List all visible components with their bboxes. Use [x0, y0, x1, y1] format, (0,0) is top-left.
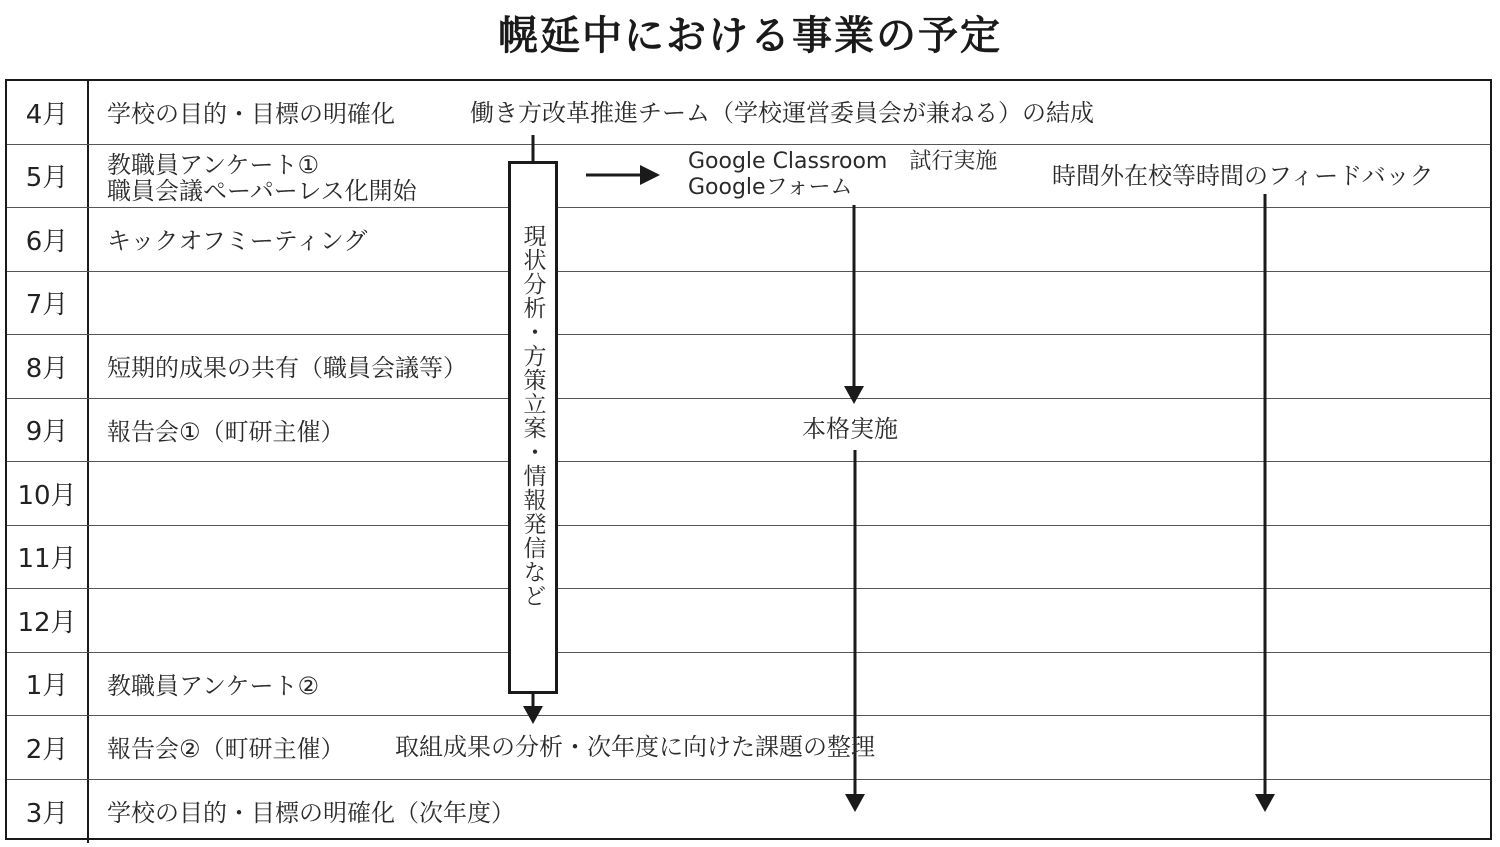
month-label: 6月 [7, 208, 89, 271]
table-row-september [7, 399, 1490, 463]
event-text: 教職員アンケート① [107, 150, 320, 179]
table-row-august [7, 335, 1490, 399]
process-box-text: 現状分析・方策立案・情報発信など [519, 224, 546, 608]
table-row-december [7, 589, 1490, 653]
full-implementation-text: 本格実施 [802, 415, 898, 443]
event-text: 学校の目的・目標の明確化 [107, 100, 395, 128]
page-title: 幌延中における事業の予定 [498, 13, 1002, 59]
month-label: 12月 [7, 589, 89, 652]
event-text: 報告会②（町研主催） [107, 735, 345, 763]
month-label: 2月 [7, 716, 89, 779]
google-classroom-trial: Google Classroom 試行実施 [688, 149, 998, 174]
event-text: 教職員アンケート② [107, 671, 320, 700]
event-text: 短期的成果の共有（職員会議等） [107, 354, 467, 382]
month-label: 1月 [7, 653, 89, 716]
feb-analysis-text: 取組成果の分析・次年度に向けた課題の整理 [395, 733, 875, 761]
month-label: 9月 [7, 399, 89, 462]
table-row-july [7, 272, 1490, 336]
table-row-june [7, 208, 1490, 272]
month-label: 10月 [7, 462, 89, 525]
month-label: 7月 [7, 272, 89, 335]
month-label: 11月 [7, 526, 89, 589]
table-row-november [7, 526, 1490, 590]
event-text: 学校の目的・目標の明確化（次年度） [107, 798, 515, 827]
google-forms: Googleフォーム [688, 175, 853, 200]
overtime-feedback-text: 時間外在校等時間のフィードバック [1052, 162, 1434, 190]
table-row-october [7, 462, 1490, 526]
month-label: 8月 [7, 335, 89, 398]
table-row-march [7, 780, 1490, 844]
event-text: キックオフミーティング [107, 227, 368, 255]
process-box [508, 161, 558, 694]
event-text: 職員会議ペーパーレス化開始 [107, 176, 417, 205]
month-label: 3月 [7, 780, 89, 844]
table-row-january [7, 653, 1490, 717]
month-label: 5月 [7, 145, 89, 208]
event-text: 報告会①（町研主催） [107, 417, 345, 446]
team-formation-text: 働き方改革推進チーム（学校運営委員会が兼ねる）の結成 [470, 99, 1094, 127]
month-label: 4月 [7, 81, 89, 144]
